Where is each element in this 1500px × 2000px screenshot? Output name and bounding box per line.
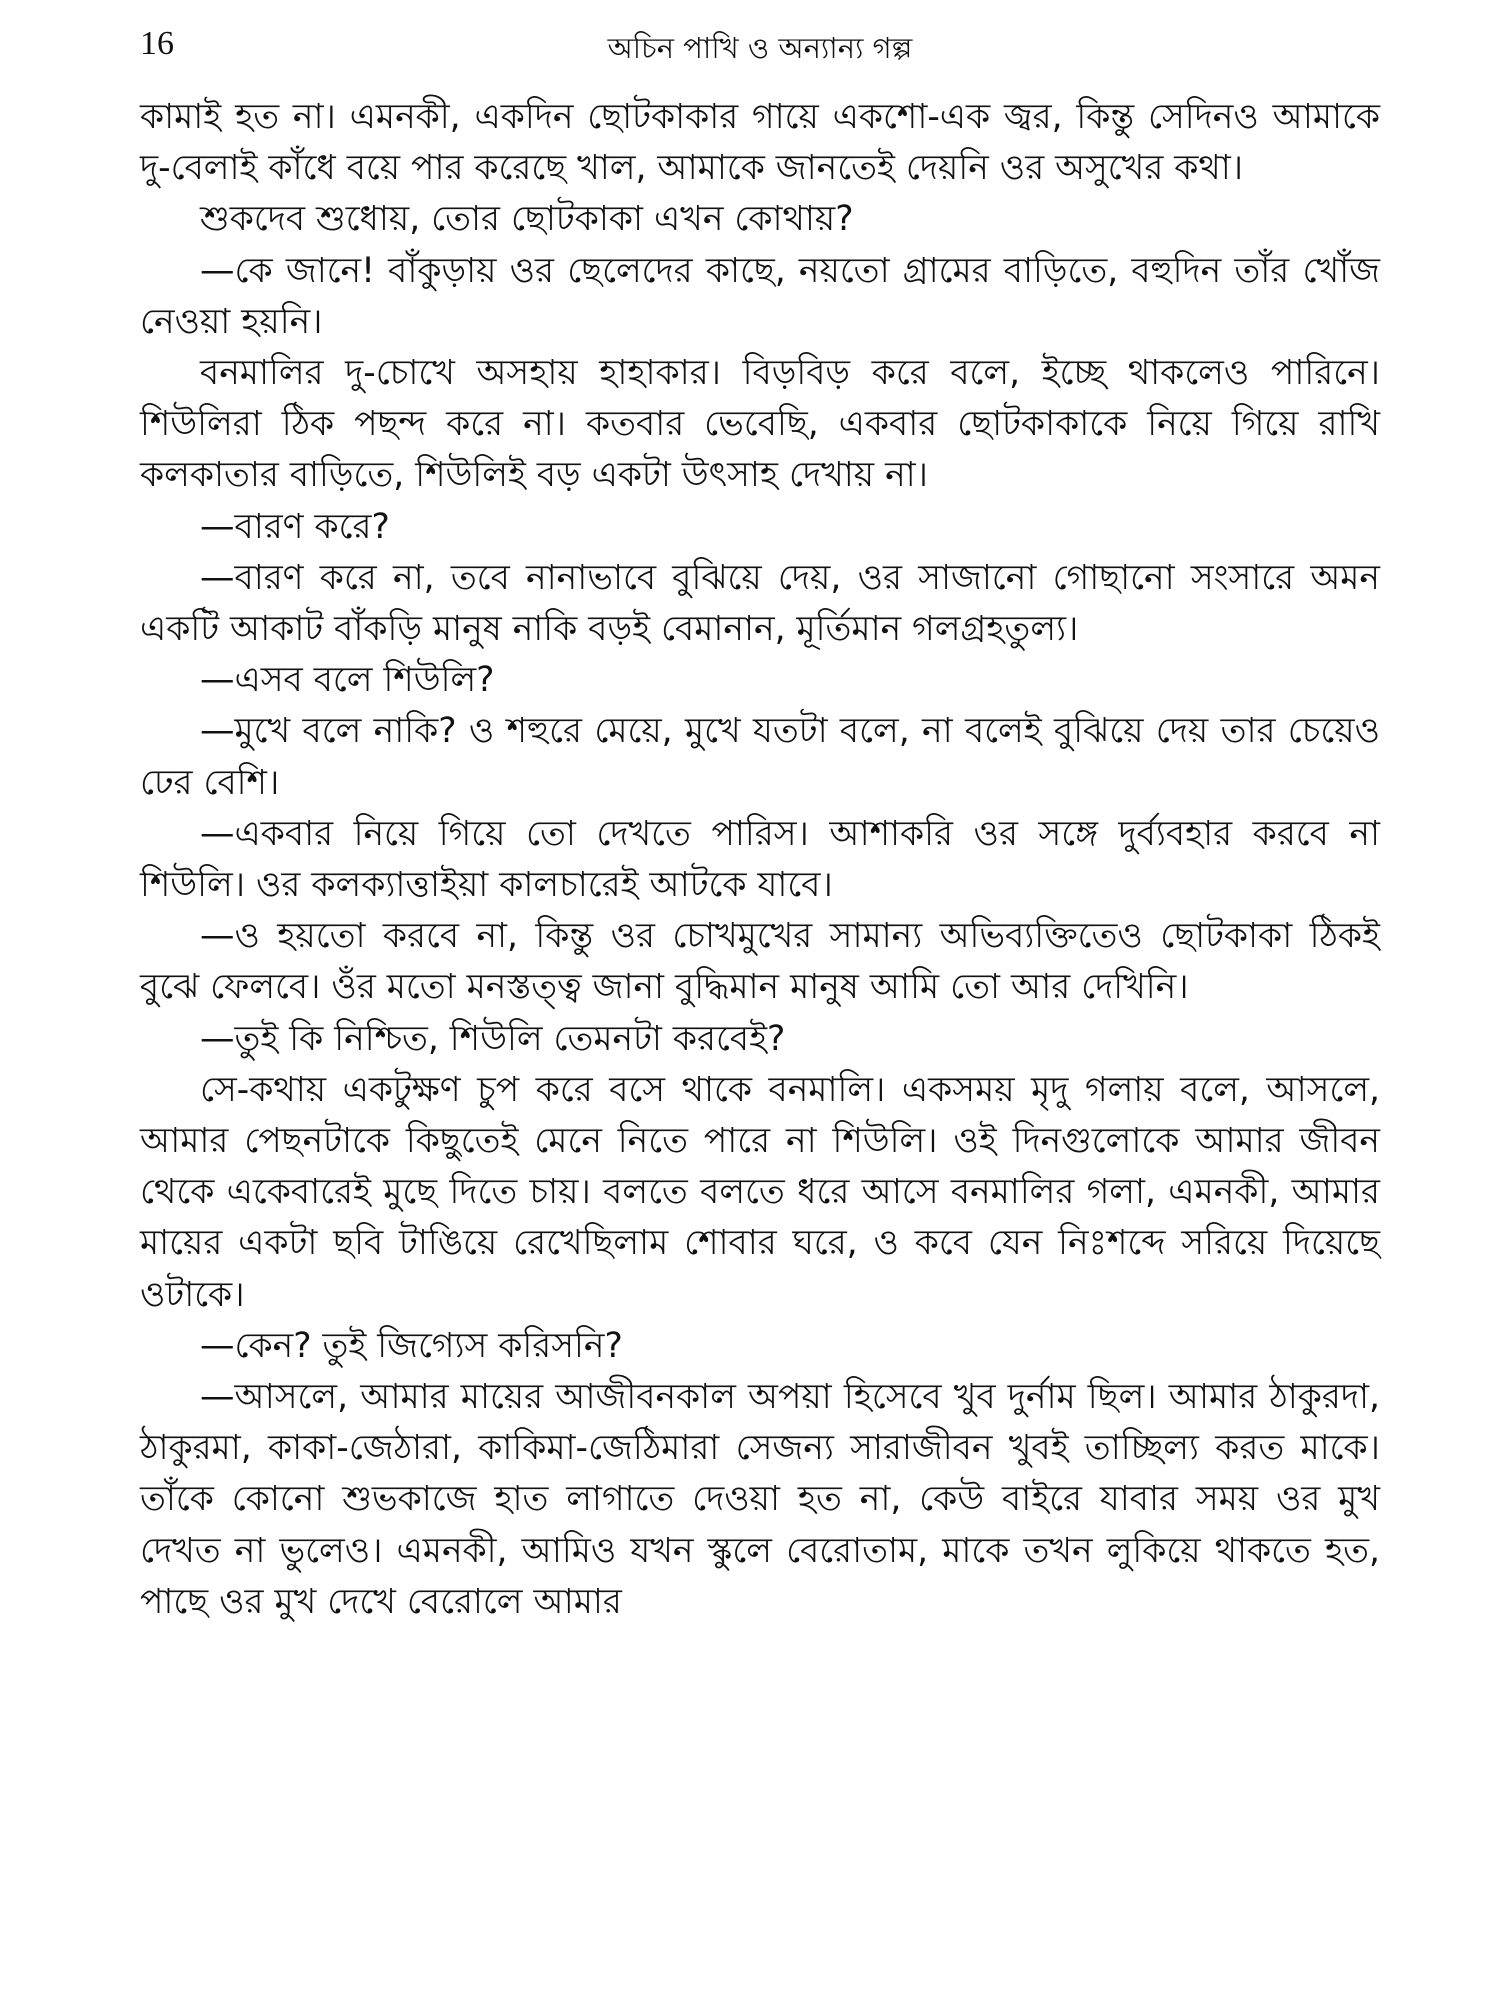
paragraph: —বারণ করে? (200, 506, 390, 547)
paragraph: —মুখে বলে নাকি? ও শহুরে মেয়ে, মুখে যতটা বলে, না বলেই বুঝিয়ে দেয় তার চেয়েও ঢের বেশি। (140, 711, 1380, 803)
paragraph: —বারণ করে না, তবে নানাভাবে বুঝিয়ে দেয়, ওর সাজানো গোছানো সংসারে অমন একটি আকাট বাঁকড়ি মানুষ নাকি বড়ই বেমানান, মূর্তিমান গলগ্রহতুল্য। (140, 557, 1380, 650)
paragraph: —একবার নিয়ে গিয়ে তো দেখতে পারিস। আশাকরি ওর সঙ্গে দুর্ব্যবহার করবে না শিউলি। ওর কলক্যাত্তাইয়া কালচারেই আটকে যাবে। (140, 813, 1380, 906)
paragraph: —তুই কি নিশ্চিত, শিউলি তেমনটা করবেই? (200, 1018, 786, 1059)
paragraph: কামাই হত না। এমনকী, একদিন ছোটকাকার গায়ে একশো-এক জ্বর, কিন্তু সেদিনও আমাকে দু-বেলাই কাঁধে বয়ে পার করেছে খাল, আমাকে জানতেই দেয়নি ওর অসুখের কথা। (140, 97, 1380, 189)
paragraph: —কেন? তুই জিগ্যেস করিসনি? (200, 1325, 623, 1366)
body-text (140, 92, 1380, 1628)
paragraph: —এসব বলে শিউলি? (200, 660, 495, 701)
paragraph: শুকদেব শুধোয়, তোর ছোটকাকা এখন কোথায়? (200, 199, 854, 240)
page-header (140, 24, 1380, 84)
paragraph: —কে জানে! বাঁকুড়ায় ওর ছেলেদের কাছে, নয়তো গ্রামের বাড়িতে, বহুদিন তাঁর খোঁজ নেওয়া হয়নি। (140, 250, 1380, 342)
paragraph: —আসলে, আমার মায়ের আজীবনকাল অপয়া হিসেবে খুব দুর্নাম ছিল। আমার ঠাকুরদা, ঠাকুরমা, কাকা-জেঠারা, কাকিমা-জেঠিমারা সেজন্য সারাজীবন খুবই তাচ্ছিল্য করত মাকে। তাঁকে কোনো শুভকাজে হাত লাগাতে দেওয়া হত না, কেউ বাইরে যাবার সময় ওর মুখ দেখত না ভুলেও। এমনকী, আমিও যখন স্কুলে বেরোতাম, মাকে তখন লুকিয়ে থাকতে হত, পাছে ওর মুখ দেখে বেরোলে আমার (140, 1377, 1380, 1622)
running-title: অচিন পাখি ও অন্যান্য গল্প (607, 31, 913, 65)
paragraph: —ও হয়তো করবে না, কিন্তু ওর চোখমুখের সামান্য অভিব্যক্তিতেও ছোটকাকা ঠিকই বুঝে ফেলবে। ওঁর মতো মনস্তত্ত্ব জানা বুদ্ধিমান মানুষ আমি তো আর দেখিনি। (140, 916, 1380, 1008)
page-number: 16 (140, 25, 174, 62)
paragraph: বনমালির দু-চোখে অসহায় হাহাকার। বিড়বিড় করে বলে, ইচ্ছে থাকলেও পারিনে। শিউলিরা ঠিক পছন্দ করে না। কতবার ভেবেছি, একবার ছোটকাকাকে নিয়ে গিয়ে রাখি কলকাতার বাড়িতে, শিউলিই বড় একটা উৎসাহ দেখায় না। (140, 353, 1380, 496)
paragraph: সে-কথায় একটুক্ষণ চুপ করে বসে থাকে বনমালি। একসময় মৃদু গলায় বলে, আসলে, আমার পেছনটাকে কিছুতেই মেনে নিতে পারে না শিউলি। ওই দিনগুলোকে আমার জীবন থেকে একেবারেই মুছে দিতে চায়। বলতে বলতে ধরে আসে বনমালির গলা, এমনকী, আমার মায়ের একটা ছবি টাঙিয়ে রেখেছিলাম শোবার ঘরে, ও কবে যেন নিঃশব্দে সরিয়ে দিয়েছে ওটাকে। (140, 1069, 1380, 1315)
